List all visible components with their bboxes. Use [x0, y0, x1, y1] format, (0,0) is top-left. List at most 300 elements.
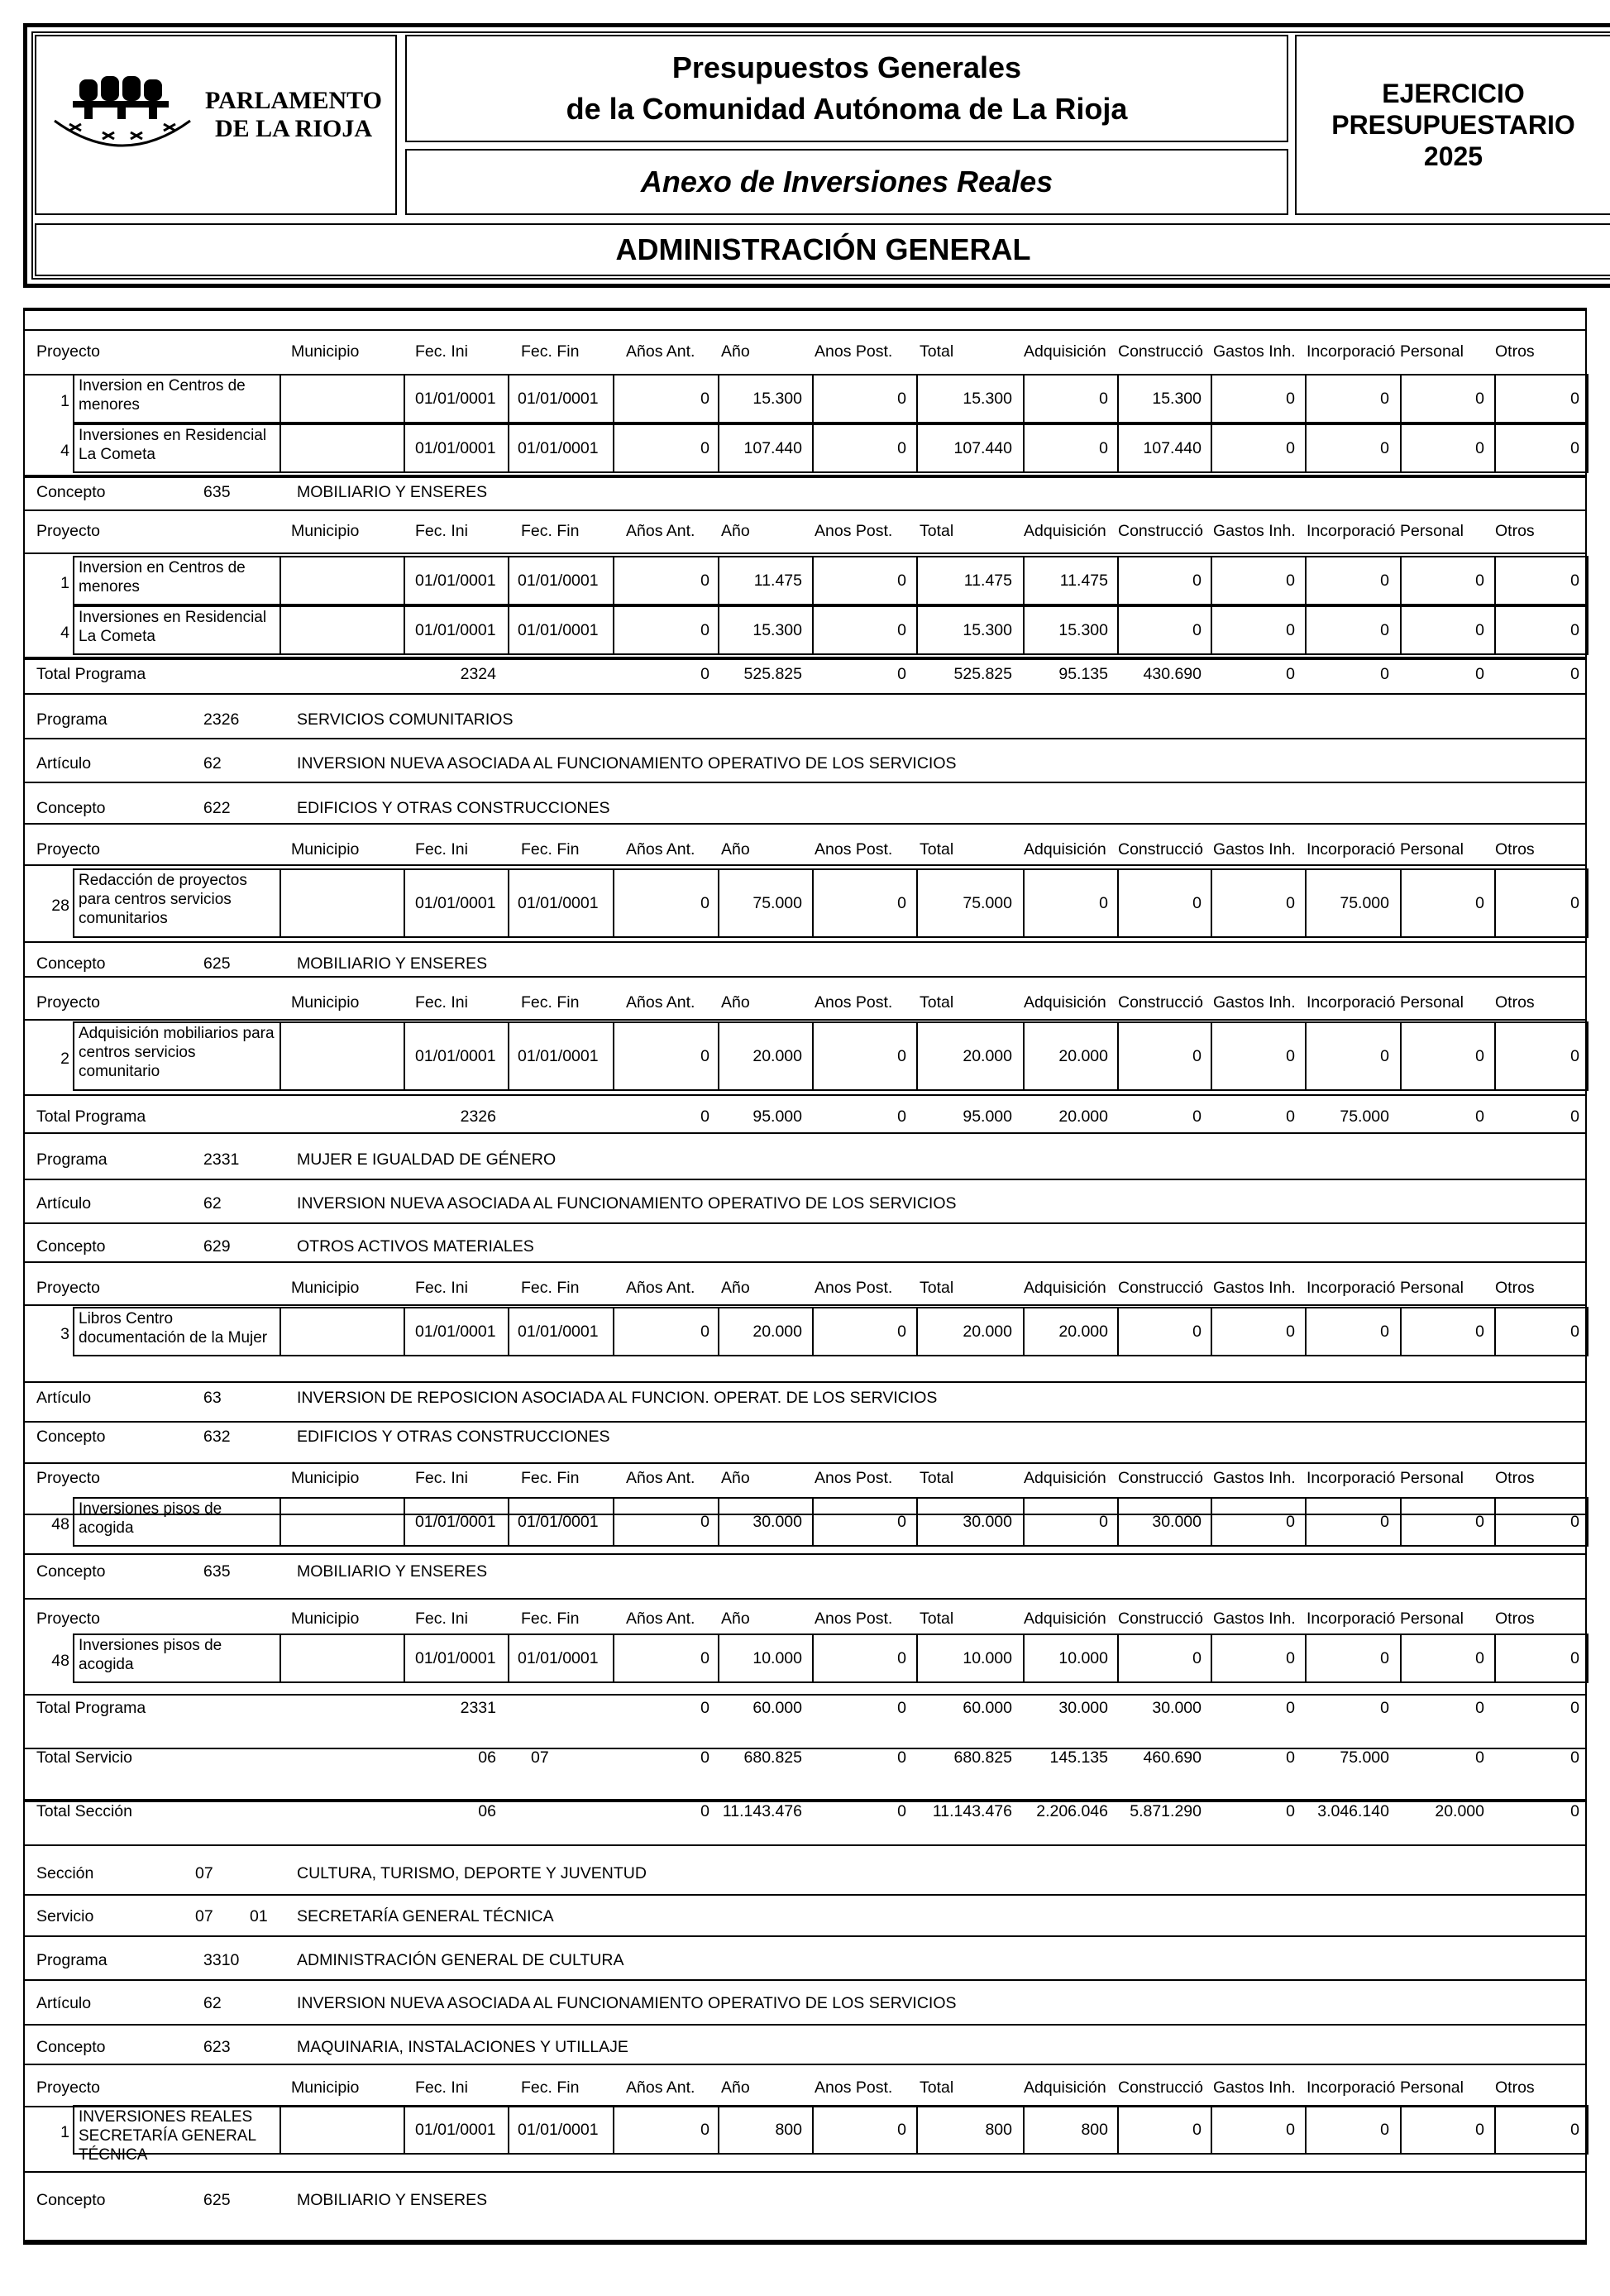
total-value-0: 0 — [700, 665, 709, 683]
project-value-5: 0 — [1192, 1323, 1202, 1341]
project-cell — [279, 1634, 405, 1683]
group-code: 63 — [203, 1389, 222, 1407]
group-code: 625 — [203, 2191, 231, 2209]
total-value-6: 0 — [1286, 1107, 1295, 1126]
project-end-date: 01/01/0001 — [518, 2121, 599, 2139]
group-code: 62 — [203, 754, 222, 773]
project-value-7: 0 — [1380, 1649, 1389, 1667]
total-value-3: 525.825 — [953, 665, 1012, 683]
project-end-date: 01/01/0001 — [518, 894, 599, 912]
group-description: INVERSION NUEVA ASOCIADA AL FUNCIONAMIENTO OPERATIVO DE LOS SERVICIOS — [297, 754, 957, 773]
column-header-3: Fec. Fin — [521, 522, 580, 540]
group-label-programa: Programa — [36, 1951, 107, 1969]
table-rule — [23, 941, 1587, 943]
total-value-8: 0 — [1475, 1107, 1484, 1126]
project-value-2: 0 — [897, 894, 906, 912]
project-cell — [279, 374, 405, 423]
column-header-8: Adquisición — [1024, 1610, 1106, 1628]
table-rule — [23, 1935, 1587, 1937]
project-value-0: 0 — [700, 390, 709, 408]
project-number: 3 — [60, 1325, 69, 1343]
column-header-13: Otros — [1495, 1610, 1535, 1628]
total-value-3: 11.143.476 — [932, 1802, 1012, 1820]
project-value-7: 0 — [1380, 439, 1389, 457]
column-header-4: Años Ant. — [626, 1610, 695, 1628]
table-rule — [23, 823, 1587, 825]
table-rule — [23, 1261, 1587, 1263]
column-header-1: Municipio — [291, 1279, 360, 1297]
project-value-5: 0 — [1192, 1047, 1202, 1065]
column-header-12: Personal — [1400, 1469, 1464, 1487]
project-number: 4 — [60, 624, 69, 642]
project-name: Inversiones en Residencial La Cometa — [79, 609, 267, 645]
project-end-date: 01/01/0001 — [518, 1649, 599, 1667]
table-rule — [23, 657, 1587, 660]
project-value-8: 0 — [1475, 1323, 1484, 1341]
parliament-logo-icon — [48, 73, 197, 162]
project-value-5: 30.000 — [1152, 1513, 1202, 1531]
column-header-13: Otros — [1495, 1279, 1535, 1297]
column-header-1: Municipio — [291, 522, 360, 540]
column-header-13: Otros — [1495, 2078, 1535, 2097]
total-code: 2326 — [460, 1107, 496, 1126]
column-header-5: Año — [721, 1469, 750, 1487]
column-header-7: Total — [920, 522, 954, 540]
total-value-6: 0 — [1286, 1802, 1295, 1820]
project-value-1: 15.300 — [752, 390, 802, 408]
project-value-2: 0 — [897, 390, 906, 408]
project-value-6: 0 — [1286, 621, 1295, 639]
project-value-3: 15.300 — [963, 390, 1012, 408]
column-header-3: Fec. Fin — [521, 840, 580, 859]
total-value-3: 680.825 — [953, 1748, 1012, 1767]
project-cell — [279, 423, 405, 473]
column-header-13: Otros — [1495, 522, 1535, 540]
column-header-11: Incorporació — [1307, 522, 1396, 540]
project-value-1: 107.440 — [743, 439, 802, 457]
project-value-9: 0 — [1570, 572, 1579, 590]
column-header-0: Proyecto — [36, 1610, 100, 1628]
group-description: SERVICIOS COMUNITARIOS — [297, 710, 514, 729]
group-description: MUJER E IGUALDAD DE GÉNERO — [297, 1150, 557, 1169]
project-start-date: 01/01/0001 — [415, 1649, 496, 1667]
project-value-7: 0 — [1380, 621, 1389, 639]
column-header-12: Personal — [1400, 993, 1464, 1012]
column-header-3: Fec. Fin — [521, 1610, 580, 1628]
total-code: 06 — [478, 1748, 496, 1767]
column-header-6: Anos Post. — [815, 993, 893, 1012]
group-description: SECRETARÍA GENERAL TÉCNICA — [297, 1907, 554, 1925]
project-value-9: 0 — [1570, 1513, 1579, 1531]
year-line-3: 2025 — [1423, 141, 1483, 171]
column-header-2: Fec. Ini — [415, 840, 468, 859]
column-header-9: Construcció — [1118, 522, 1203, 540]
column-header-7: Total — [920, 1610, 954, 1628]
total-value-5: 0 — [1192, 1107, 1202, 1126]
table-rule — [23, 509, 1587, 511]
project-cell — [279, 1497, 405, 1547]
project-start-date: 01/01/0001 — [415, 390, 496, 408]
total-value-4: 95.135 — [1058, 665, 1108, 683]
table-rule — [23, 1894, 1587, 1896]
column-header-12: Personal — [1400, 1610, 1464, 1628]
total-value-8: 0 — [1475, 1699, 1484, 1717]
table-rule — [23, 1132, 1587, 1134]
project-value-8: 0 — [1475, 2121, 1484, 2139]
column-header-10: Gastos Inh. — [1213, 1469, 1296, 1487]
project-end-date: 01/01/0001 — [518, 390, 599, 408]
project-value-2: 0 — [897, 1047, 906, 1065]
column-header-9: Construcció — [1118, 2078, 1203, 2097]
table-rule — [23, 1019, 1587, 1021]
project-value-4: 15.300 — [1058, 621, 1108, 639]
project-value-1: 800 — [775, 2121, 802, 2139]
administration-title: ADMINISTRACIÓN GENERAL — [615, 232, 1031, 266]
column-header-13: Otros — [1495, 993, 1535, 1012]
total-value-6: 0 — [1286, 1699, 1295, 1717]
column-header-10: Gastos Inh. — [1213, 1610, 1296, 1628]
table-rule — [23, 2064, 1587, 2065]
column-header-8: Adquisición — [1024, 342, 1106, 361]
project-value-2: 0 — [897, 1323, 906, 1341]
project-start-date: 01/01/0001 — [415, 1047, 496, 1065]
total-value-8: 0 — [1475, 1748, 1484, 1767]
project-start-date: 01/01/0001 — [415, 894, 496, 912]
group-code: 2326 — [203, 710, 240, 729]
column-header-3: Fec. Fin — [521, 993, 580, 1012]
total-value-2: 0 — [897, 1107, 906, 1126]
column-header-5: Año — [721, 342, 750, 361]
column-header-5: Año — [721, 993, 750, 1012]
annex-title: Anexo de Inversiones Reales — [640, 165, 1053, 199]
total-value-7: 0 — [1380, 665, 1389, 683]
column-header-6: Anos Post. — [815, 1469, 893, 1487]
column-header-4: Años Ant. — [626, 522, 695, 540]
project-value-6: 0 — [1286, 572, 1295, 590]
group-code: 623 — [203, 2038, 231, 2056]
fiscal-year-box — [1295, 35, 1610, 215]
project-name: Adquisición mobiliarios para centros servicios comunitario — [79, 1025, 275, 1080]
total-label-total_programa: Total Programa — [36, 1107, 146, 1126]
group-code: 07 — [195, 1864, 213, 1882]
table-rule — [23, 2024, 1587, 2026]
project-value-0: 0 — [700, 894, 709, 912]
project-value-8: 0 — [1475, 1513, 1484, 1531]
project-number: 1 — [60, 574, 69, 592]
total-value-2: 0 — [897, 1802, 906, 1820]
table-rule — [23, 1598, 1587, 1600]
total-value-5: 5.871.290 — [1130, 1802, 1202, 1820]
total-label-total_servicio: Total Servicio — [36, 1748, 132, 1767]
project-cell — [279, 605, 405, 655]
table-rule — [23, 1179, 1587, 1180]
column-header-9: Construcció — [1118, 840, 1203, 859]
total-code: 06 — [478, 1802, 496, 1820]
project-value-6: 0 — [1286, 1649, 1295, 1667]
project-value-8: 0 — [1475, 390, 1484, 408]
project-start-date: 01/01/0001 — [415, 1513, 496, 1531]
project-cell — [279, 556, 405, 605]
project-name: Inversiones en Residencial La Cometa — [79, 427, 267, 463]
column-header-10: Gastos Inh. — [1213, 840, 1296, 859]
column-header-7: Total — [920, 342, 954, 361]
column-header-7: Total — [920, 2078, 954, 2097]
group-description: ADMINISTRACIÓN GENERAL DE CULTURA — [297, 1951, 624, 1969]
project-value-1: 11.475 — [753, 572, 802, 590]
title-box — [405, 35, 1288, 142]
table-rule — [23, 1304, 1587, 1306]
column-header-1: Municipio — [291, 1610, 360, 1628]
project-value-6: 0 — [1286, 439, 1295, 457]
column-header-5: Año — [721, 2078, 750, 2097]
group-code: 07 — [195, 1907, 213, 1925]
column-header-4: Años Ant. — [626, 1469, 695, 1487]
table-rule — [23, 693, 1587, 695]
project-name: Redacción de proyectos para centros servicios comunitarios — [79, 872, 247, 927]
project-value-5: 0 — [1192, 1649, 1202, 1667]
project-value-1: 10.000 — [752, 1649, 802, 1667]
column-header-5: Año — [721, 522, 750, 540]
project-value-2: 0 — [897, 2121, 906, 2139]
column-header-4: Años Ant. — [626, 1279, 695, 1297]
project-value-6: 0 — [1286, 1047, 1295, 1065]
total-value-8: 20.000 — [1435, 1802, 1484, 1820]
project-start-date: 01/01/0001 — [415, 572, 496, 590]
project-value-0: 0 — [700, 1513, 709, 1531]
group-label-articulo: Artículo — [36, 1194, 92, 1213]
column-header-12: Personal — [1400, 1279, 1464, 1297]
column-header-4: Años Ant. — [626, 840, 695, 859]
project-end-date: 01/01/0001 — [518, 439, 599, 457]
total-value-4: 30.000 — [1058, 1699, 1108, 1717]
group-code: 2331 — [203, 1150, 240, 1169]
project-value-5: 0 — [1192, 2121, 1202, 2139]
column-header-10: Gastos Inh. — [1213, 1279, 1296, 1297]
project-value-3: 20.000 — [963, 1323, 1012, 1341]
project-cell — [279, 2105, 405, 2155]
column-header-10: Gastos Inh. — [1213, 522, 1296, 540]
group-code: 635 — [203, 1562, 231, 1581]
total-value-3: 60.000 — [963, 1699, 1012, 1717]
column-header-13: Otros — [1495, 840, 1535, 859]
title-line-1: Presupuestos Generales — [671, 50, 1022, 84]
table-rule — [23, 1979, 1587, 1981]
project-cell — [279, 1021, 405, 1091]
group-label-concepto: Concepto — [36, 2191, 106, 2209]
total-value-9: 0 — [1570, 1802, 1579, 1820]
project-value-1: 75.000 — [752, 894, 802, 912]
column-header-13: Otros — [1495, 1469, 1535, 1487]
logo-text — [198, 87, 389, 143]
total-value-7: 0 — [1380, 1699, 1389, 1717]
project-value-4: 10.000 — [1058, 1649, 1108, 1667]
project-end-date: 01/01/0001 — [518, 1513, 599, 1531]
column-header-6: Anos Post. — [815, 840, 893, 859]
project-value-4: 0 — [1099, 1513, 1108, 1531]
total-label-total_programa: Total Programa — [36, 665, 146, 683]
project-value-9: 0 — [1570, 390, 1579, 408]
project-start-date: 01/01/0001 — [415, 439, 496, 457]
total-value-9: 0 — [1570, 1699, 1579, 1717]
total-label-total_seccion: Total Sección — [36, 1802, 132, 1820]
table-rule — [23, 1094, 1587, 1096]
project-value-4: 20.000 — [1058, 1323, 1108, 1341]
group-label-concepto: Concepto — [36, 954, 106, 973]
column-header-2: Fec. Ini — [415, 1279, 468, 1297]
total-value-0: 0 — [700, 1699, 709, 1717]
table-rule — [23, 1694, 1587, 1696]
total-value-5: 460.690 — [1143, 1748, 1202, 1767]
column-header-8: Adquisición — [1024, 1279, 1106, 1297]
project-start-date: 01/01/0001 — [415, 621, 496, 639]
column-header-8: Adquisición — [1024, 2078, 1106, 2097]
project-value-0: 0 — [700, 439, 709, 457]
project-value-0: 0 — [700, 2121, 709, 2139]
project-name: Inversion en Centros de menores — [79, 559, 246, 596]
project-value-6: 0 — [1286, 390, 1295, 408]
column-header-3: Fec. Fin — [521, 342, 580, 361]
column-header-0: Proyecto — [36, 342, 100, 361]
project-value-7: 75.000 — [1340, 894, 1389, 912]
column-header-7: Total — [920, 993, 954, 1012]
project-value-8: 0 — [1475, 572, 1484, 590]
group-label-programa: Programa — [36, 710, 107, 729]
column-header-9: Construcció — [1118, 1279, 1203, 1297]
project-end-date: 01/01/0001 — [518, 1047, 599, 1065]
group-label-programa: Programa — [36, 1150, 107, 1169]
column-header-8: Adquisición — [1024, 522, 1106, 540]
title-line-2: de la Comunidad Autónoma de La Rioja — [566, 92, 1128, 126]
table-rule — [23, 1844, 1587, 1846]
group-description: INVERSION DE REPOSICION ASOCIADA AL FUNCION. OPERAT. DE LOS SERVICIOS — [297, 1389, 938, 1407]
group-description: EDIFICIOS Y OTRAS CONSTRUCCIONES — [297, 1428, 610, 1446]
table-rule — [23, 2171, 1587, 2173]
total-value-1: 95.000 — [752, 1107, 802, 1126]
table-rule — [23, 552, 1587, 554]
project-start-date: 01/01/0001 — [415, 2121, 496, 2139]
project-value-7: 0 — [1380, 390, 1389, 408]
project-value-7: 0 — [1380, 572, 1389, 590]
project-value-5: 15.300 — [1152, 390, 1202, 408]
column-header-10: Gastos Inh. — [1213, 993, 1296, 1012]
column-header-0: Proyecto — [36, 1469, 100, 1487]
table-rule — [23, 475, 1587, 478]
project-value-9: 0 — [1570, 621, 1579, 639]
column-header-11: Incorporació — [1307, 342, 1396, 361]
project-value-0: 0 — [700, 1047, 709, 1065]
project-value-0: 0 — [700, 1649, 709, 1667]
project-value-3: 107.440 — [953, 439, 1012, 457]
column-header-7: Total — [920, 840, 954, 859]
column-header-11: Incorporació — [1307, 1279, 1396, 1297]
project-value-7: 0 — [1380, 1047, 1389, 1065]
column-header-0: Proyecto — [36, 2078, 100, 2097]
administration-title-box — [35, 223, 1610, 276]
project-value-1: 15.300 — [752, 621, 802, 639]
project-value-5: 0 — [1192, 894, 1202, 912]
group-description: MOBILIARIO Y ENSERES — [297, 954, 488, 973]
column-header-8: Adquisición — [1024, 1469, 1106, 1487]
project-name: Inversiones pisos de acogida — [79, 1500, 222, 1537]
column-header-6: Anos Post. — [815, 1610, 893, 1628]
project-value-9: 0 — [1570, 1047, 1579, 1065]
total-value-4: 145.135 — [1049, 1748, 1108, 1767]
table-rule — [23, 1462, 1587, 1464]
column-header-11: Incorporació — [1307, 840, 1396, 859]
column-header-11: Incorporació — [1307, 2078, 1396, 2097]
table-rule — [23, 976, 1587, 978]
table-rule — [23, 1421, 1587, 1423]
project-value-0: 0 — [700, 1323, 709, 1341]
total-code: 2331 — [460, 1699, 496, 1717]
project-value-9: 0 — [1570, 894, 1579, 912]
column-header-5: Año — [721, 840, 750, 859]
project-value-3: 15.300 — [963, 621, 1012, 639]
column-header-7: Total — [920, 1279, 954, 1297]
column-header-2: Fec. Ini — [415, 993, 468, 1012]
project-number: 1 — [60, 2123, 69, 2141]
project-value-8: 0 — [1475, 621, 1484, 639]
project-value-2: 0 — [897, 1513, 906, 1531]
column-header-11: Incorporació — [1307, 1610, 1396, 1628]
column-header-2: Fec. Ini — [415, 1469, 468, 1487]
project-value-7: 0 — [1380, 2121, 1389, 2139]
project-value-1: 20.000 — [752, 1323, 802, 1341]
total-value-7: 3.046.140 — [1317, 1802, 1389, 1820]
column-header-3: Fec. Fin — [521, 1469, 580, 1487]
column-header-1: Municipio — [291, 1469, 360, 1487]
group-code: 625 — [203, 954, 231, 973]
column-header-13: Otros — [1495, 342, 1535, 361]
table-rule — [23, 782, 1587, 783]
group-code: 622 — [203, 799, 231, 817]
project-value-4: 0 — [1099, 390, 1108, 408]
total-value-2: 0 — [897, 665, 906, 683]
project-value-9: 0 — [1570, 1323, 1579, 1341]
column-header-2: Fec. Ini — [415, 1610, 468, 1628]
total-value-0: 0 — [700, 1802, 709, 1820]
total-value-9: 0 — [1570, 1107, 1579, 1126]
group-code: 635 — [203, 483, 231, 501]
project-value-8: 0 — [1475, 894, 1484, 912]
column-header-0: Proyecto — [36, 522, 100, 540]
group-description: CULTURA, TURISMO, DEPORTE Y JUVENTUD — [297, 1864, 647, 1882]
column-header-2: Fec. Ini — [415, 342, 468, 361]
group-label-articulo: Artículo — [36, 1389, 92, 1407]
project-value-9: 0 — [1570, 439, 1579, 457]
group-label-servicio: Servicio — [36, 1907, 94, 1925]
project-value-9: 0 — [1570, 2121, 1579, 2139]
project-number: 2 — [60, 1050, 69, 1068]
project-value-7: 0 — [1380, 1513, 1389, 1531]
project-name: Libros Centro documentación de la Mujer — [79, 1310, 268, 1347]
table-rule — [23, 329, 1587, 331]
group-description: MOBILIARIO Y ENSERES — [297, 2191, 488, 2209]
column-header-2: Fec. Ini — [415, 522, 468, 540]
group-subcode: 01 — [250, 1907, 268, 1925]
group-code: 62 — [203, 1194, 222, 1213]
table-rule — [23, 2241, 1587, 2245]
total-value-7: 75.000 — [1340, 1748, 1389, 1767]
group-label-seccion: Sección — [36, 1864, 94, 1882]
project-end-date: 01/01/0001 — [518, 572, 599, 590]
column-header-8: Adquisición — [1024, 993, 1106, 1012]
column-header-9: Construcció — [1118, 993, 1203, 1012]
total-value-9: 0 — [1570, 1748, 1579, 1767]
project-value-4: 0 — [1099, 439, 1108, 457]
column-header-3: Fec. Fin — [521, 1279, 580, 1297]
column-header-9: Construcció — [1118, 342, 1203, 361]
